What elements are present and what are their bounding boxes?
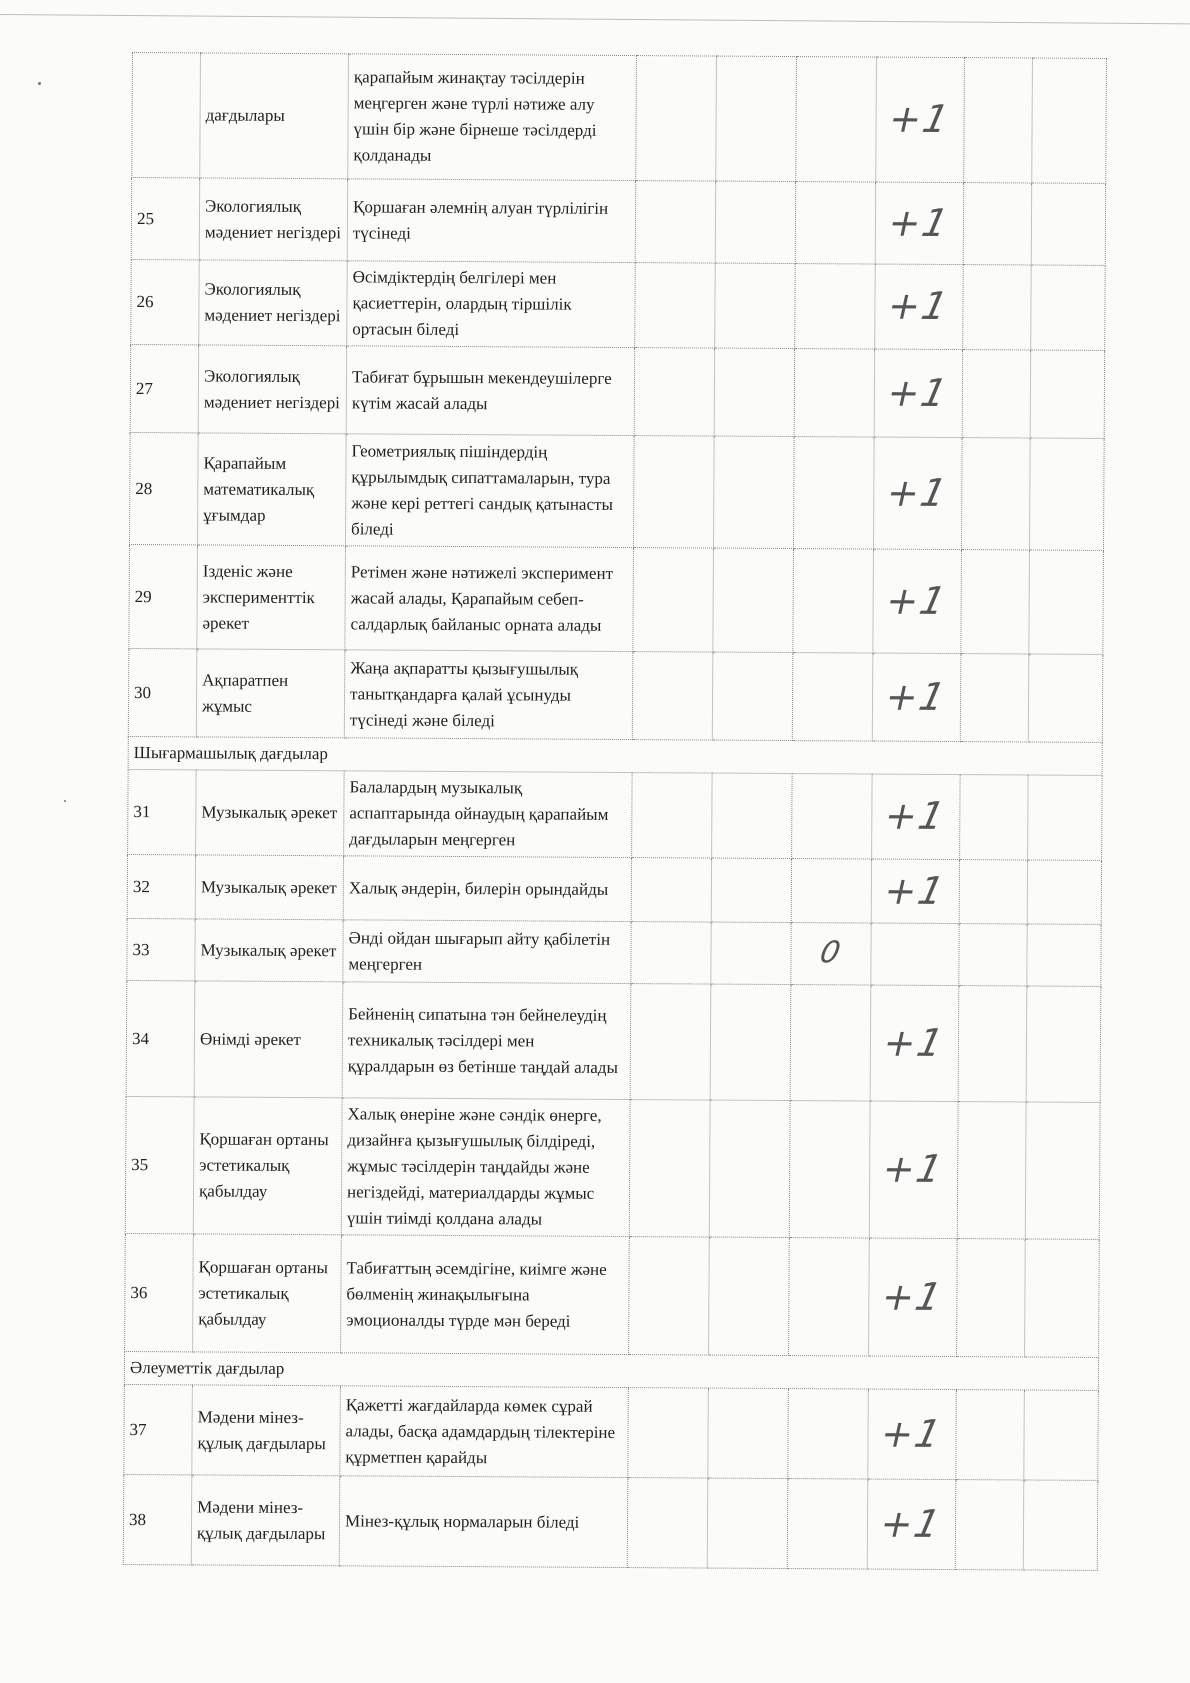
empty-cell xyxy=(713,436,794,548)
description-cell: Жаңа ақпаратты қызығушылық танытқандарға қалай ұсынуды түсінеді және біледі xyxy=(344,650,633,740)
row-number: 28 xyxy=(129,432,198,544)
empty-cell xyxy=(960,775,1029,860)
handwritten-mark: +1 xyxy=(885,96,955,141)
description-cell: Халық өнеріне және сәндік өнерге, дизайнға қызығушылық білдіреді, жұмыс тәсілдерін таңдайды және негіздейді, материалдарды жұмыс үшін тиімді қолдана алады xyxy=(341,1098,630,1237)
level-cell-zero xyxy=(789,1238,870,1356)
row-number: 32 xyxy=(127,854,195,918)
empty-cell xyxy=(1027,860,1101,924)
level-cell-zero xyxy=(788,1389,869,1479)
row-number: 31 xyxy=(128,769,197,854)
level-cell-mark xyxy=(872,774,961,860)
criterion-cell: Мәдени мінез-құлық дағдылары xyxy=(192,1385,341,1476)
criterion-cell: дағдылары xyxy=(200,53,349,179)
level-cell-zero xyxy=(795,264,876,349)
level-cell-zero xyxy=(792,774,873,859)
level-cell-zero xyxy=(790,985,871,1101)
empty-cell xyxy=(1028,775,1103,860)
empty-cell xyxy=(634,348,715,436)
table-row xyxy=(128,648,1103,742)
empty-cell xyxy=(1029,550,1104,654)
criterion-cell: Өнімді әрекет xyxy=(194,981,343,1098)
row-number: 26 xyxy=(131,259,200,344)
empty-cell xyxy=(713,548,794,652)
empty-cell xyxy=(1032,58,1107,183)
empty-cell xyxy=(715,181,795,263)
level-cell-zero xyxy=(791,923,871,985)
table-row xyxy=(130,344,1105,438)
empty-cell xyxy=(959,860,1027,924)
row-number: 27 xyxy=(130,344,199,432)
description-cell: қарапайым жинақтау тәсілдерін меңгерген және түрлі нәтиже алу үшін бір және бірнеше тәсілдерді қолданады xyxy=(348,54,637,181)
empty-cell xyxy=(1025,1102,1100,1239)
description-cell: Бейненің сипатына тән бейнелеудің техникалық тәсілдері мен құралдарын өз бетінше таңдай алады xyxy=(342,982,631,1100)
description-cell: Балалардың музыкалық аспаптарында ойнаудың қарапайым дағдыларын меңгерген xyxy=(344,771,633,858)
table-row xyxy=(124,1384,1099,1480)
handwritten-zero: 0 xyxy=(816,934,846,970)
handwritten-mark: +1 xyxy=(878,1146,949,1191)
handwritten-mark: +1 xyxy=(882,578,952,623)
empty-cell xyxy=(963,265,1032,350)
empty-cell xyxy=(632,652,713,740)
handwritten-mark: +1 xyxy=(884,200,955,245)
empty-cell xyxy=(955,1480,1024,1570)
empty-cell xyxy=(635,263,716,348)
level-cell-zero xyxy=(793,437,874,549)
description-cell: Геометриялық пішіндердің құрылымдық сипаттамаларын, тура және кері реттегі сандық қатынасты біледі xyxy=(345,434,634,548)
empty-cell xyxy=(962,350,1031,438)
empty-cell xyxy=(956,1390,1025,1480)
row-number: 38 xyxy=(123,1474,192,1564)
empty-cell xyxy=(1031,183,1105,265)
empty-cell xyxy=(957,1239,1026,1357)
empty-cell xyxy=(629,1100,710,1237)
level-cell-zero xyxy=(792,653,873,741)
empty-cell xyxy=(958,986,1027,1102)
table-row xyxy=(131,259,1106,350)
table-row xyxy=(127,854,1101,924)
empty-cell xyxy=(628,1388,709,1478)
empty-cell xyxy=(630,984,711,1100)
level-cell-mark xyxy=(867,1479,956,1570)
empty-cell xyxy=(1025,1239,1100,1357)
empty-cell xyxy=(632,773,713,858)
criterion-cell: Экологиялық мәдениет негіздері xyxy=(199,260,348,346)
empty-cell xyxy=(961,438,1030,550)
empty-cell xyxy=(707,1478,788,1568)
empty-cell xyxy=(1024,1390,1099,1480)
assessment-table xyxy=(123,52,1107,1571)
table-row xyxy=(128,769,1103,860)
table-row xyxy=(132,53,1107,184)
level-cell-zero xyxy=(796,57,877,182)
table-body xyxy=(123,53,1106,1571)
empty-cell xyxy=(633,436,714,548)
empty-cell xyxy=(631,858,711,922)
level-cell-mark xyxy=(873,549,962,654)
level-cell-zero xyxy=(789,1101,870,1238)
handwritten-mark: +1 xyxy=(884,283,954,328)
row-number: 37 xyxy=(124,1384,193,1474)
level-cell-mark xyxy=(874,349,963,438)
empty-cell xyxy=(963,183,1031,265)
empty-cell xyxy=(716,56,797,181)
handwritten-mark: +1 xyxy=(882,470,953,515)
table-row xyxy=(126,980,1101,1102)
empty-cell xyxy=(1026,986,1101,1102)
empty-cell xyxy=(631,922,711,984)
empty-cell xyxy=(712,773,793,858)
handwritten-mark: +1 xyxy=(883,370,954,415)
scan-speck xyxy=(38,82,41,85)
table-row xyxy=(125,1096,1100,1239)
level-cell-mark xyxy=(869,1101,958,1239)
empty-cell xyxy=(708,1388,789,1478)
criterion-cell: Ақпаратпен жұмыс xyxy=(196,649,345,738)
description-cell: Қоршаған әлемнің алуан түрлілігін түсінеді xyxy=(347,179,635,263)
description-cell: Халық әндерін, билерін орындайды xyxy=(343,856,631,922)
level-cell-mark xyxy=(873,437,962,550)
criterion-cell: Экологиялық мәдениет негіздері xyxy=(199,178,347,261)
row-number: 36 xyxy=(125,1233,194,1351)
description-cell: Әнді ойдан шығарып айту қабілетін меңгерген xyxy=(343,920,631,984)
level-cell-mark xyxy=(871,923,959,986)
table-row xyxy=(125,1233,1100,1357)
section-title: Шығармашылық дағдылар xyxy=(128,736,1102,775)
empty-cell xyxy=(710,984,791,1100)
empty-cell xyxy=(1027,924,1101,986)
description-cell: Ретімен және нәтижелі эксперимент жасай алады, Қарапайым себеп-салдарлық байланыс орната алады xyxy=(345,546,634,652)
criterion-cell: Ізденіс және эксперименттік әрекет xyxy=(197,545,346,650)
row-number: 35 xyxy=(125,1096,194,1233)
level-cell-zero xyxy=(787,1479,868,1569)
level-cell-mark xyxy=(868,1389,957,1480)
row-number: 30 xyxy=(128,648,197,736)
row-number: 29 xyxy=(129,544,198,648)
section-title: Әлеуметтік дағдылар xyxy=(124,1351,1098,1390)
handwritten-mark: +1 xyxy=(879,1020,950,1065)
level-cell-mark xyxy=(872,653,961,742)
empty-cell xyxy=(633,548,714,652)
description-cell: Өсімдіктердің белгілері мен қасиеттерін, олардың тіршілік ортасын біледі xyxy=(347,261,636,348)
row-number: 34 xyxy=(126,980,195,1096)
criterion-cell: Музыкалық әрекет xyxy=(196,770,345,856)
empty-cell xyxy=(1030,350,1105,438)
table-row xyxy=(123,1474,1098,1570)
empty-cell xyxy=(711,858,791,922)
table-row xyxy=(129,544,1104,654)
handwritten-mark: +1 xyxy=(876,1501,947,1546)
description-cell: Табиғат бұрышын мекендеушілерге күтім жасай алады xyxy=(346,346,635,436)
empty-cell xyxy=(957,1102,1026,1239)
handwritten-mark: +1 xyxy=(881,674,952,719)
row-number xyxy=(132,53,201,178)
level-cell-mark xyxy=(876,57,965,183)
empty-cell xyxy=(1031,265,1106,350)
scan-speck xyxy=(64,800,66,802)
empty-cell xyxy=(714,348,795,436)
criterion-cell: Экологиялық мәдениет негіздері xyxy=(198,345,347,434)
empty-cell xyxy=(1023,1480,1098,1570)
level-cell-mark xyxy=(871,859,959,924)
assessment-table-page xyxy=(123,52,1107,1571)
criterion-cell: Қоршаған ортаны эстетикалық қабылдау xyxy=(193,1097,342,1235)
empty-cell xyxy=(961,550,1030,654)
table-row xyxy=(131,178,1105,266)
handwritten-mark: +1 xyxy=(877,1411,947,1456)
scan-edge-line xyxy=(0,0,1190,24)
handwritten-mark: +1 xyxy=(878,1274,948,1319)
handwritten-mark: +1 xyxy=(881,793,951,838)
empty-cell xyxy=(635,181,715,263)
empty-cell xyxy=(960,654,1029,742)
level-cell-zero xyxy=(791,859,871,923)
level-cell-mark xyxy=(869,1238,958,1357)
description-cell: Мінез-құлық нормаларын біледі xyxy=(339,1476,628,1568)
description-cell: Табиғаттың әсемдігіне, киімге және бөлменің жинақылығына эмоционалды түрде мән береді xyxy=(341,1235,630,1355)
empty-cell xyxy=(1028,654,1103,742)
criterion-cell: Қоршаған ортаны эстетикалық қабылдау xyxy=(193,1234,342,1353)
empty-cell xyxy=(711,922,791,984)
criterion-cell: Мәдени мінез-құлық дағдылары xyxy=(191,1475,340,1566)
empty-cell xyxy=(712,652,793,740)
empty-cell xyxy=(629,1237,710,1355)
criterion-cell: Музыкалық әрекет xyxy=(195,919,343,982)
level-cell-zero xyxy=(795,182,875,264)
row-number: 33 xyxy=(127,918,195,980)
empty-cell xyxy=(709,1100,790,1237)
empty-cell xyxy=(1029,438,1104,550)
criterion-cell: Қарапайым математикалық ұғымдар xyxy=(197,433,346,546)
empty-cell xyxy=(964,58,1033,183)
row-number: 25 xyxy=(131,178,199,260)
empty-cell xyxy=(627,1478,708,1568)
empty-cell xyxy=(959,924,1027,986)
level-cell-zero xyxy=(793,549,874,653)
level-cell-zero xyxy=(794,349,875,437)
empty-cell xyxy=(636,56,717,181)
empty-cell xyxy=(715,263,796,348)
level-cell-mark xyxy=(875,182,963,265)
empty-cell xyxy=(709,1237,790,1355)
description-cell: Қажетті жағдайларда көмек сұрай алады, басқа адамдардың тілектеріне құрметпен қарайды xyxy=(340,1386,629,1478)
handwritten-mark: +1 xyxy=(880,868,951,913)
table-row xyxy=(129,432,1104,550)
criterion-cell: Музыкалық әрекет xyxy=(195,855,343,920)
level-cell-mark xyxy=(870,985,959,1102)
level-cell-mark xyxy=(875,264,964,350)
table-row xyxy=(127,918,1101,986)
